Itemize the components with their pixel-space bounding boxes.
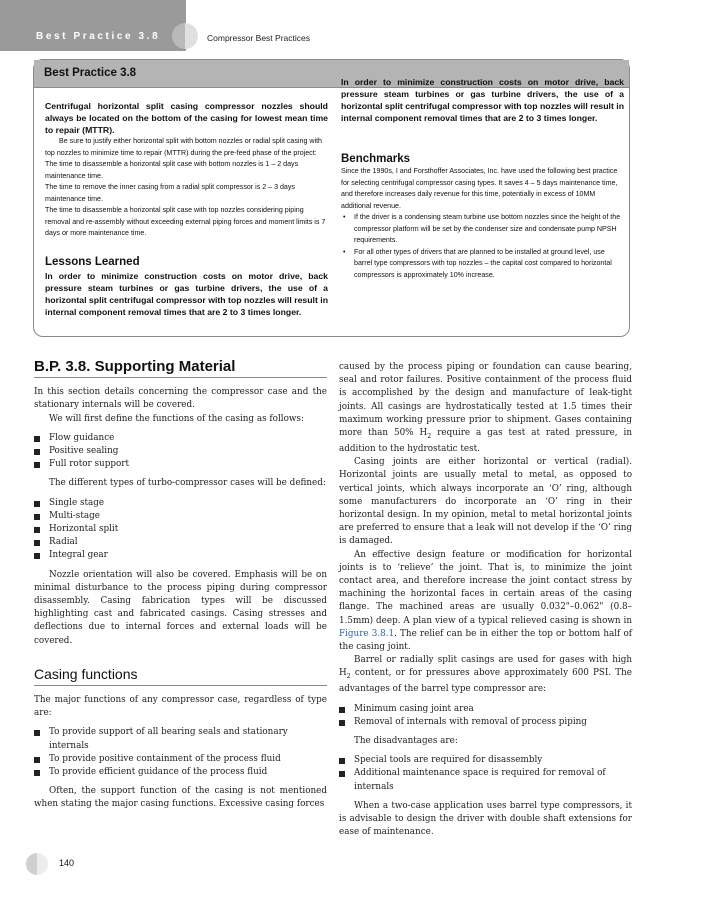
list-item: Minimum casing joint area [339,703,632,716]
section-heading: B.P. 3.8. Supporting Material [34,360,327,378]
left-column [34,360,327,812]
list-item: Integral gear [34,549,327,562]
list-item: Multi-stage [34,510,327,523]
paragraph: We will first define the functions of the casing as follows: [49,413,304,424]
box-line: The time to remove the inner casing from a radial split compressor is 2 – 3 days maintenance time. [45,183,295,203]
disadvantages-list [339,754,632,794]
list-item: To provide efficient guidance of the process fluid [34,766,327,779]
list-item: Special tools are required for disassembly [339,754,632,767]
subsection-heading: Casing functions [34,668,327,686]
paragraph: An effective design feature or modification for horizontal joints is to ‘relieve’ the joint. That is, to minimize the joint contact area, and therefore increase the joint contact stress by machining the horizontal faces in certain areas of the casing flange. The machined areas are usually 0.032"–0.062" (0.8–1.5mm) deep. A plan view of a typical relieved casing is shown in Figure 3.8.1. The relief can be in either the top or bottom half of the casing joint. [339,549,632,653]
paragraph: In this section details concerning the compressor case and the stationary internals will be covered. [34,387,327,411]
lessons-heading: Lessons Learned [45,255,140,268]
box-lead: Centrifugal horizontal split casing compressor nozzles should always be located on the bottom of the casing for lowest mean time to repair (MTTR). [45,101,328,135]
header-band [0,0,186,51]
benchmarks-heading: Benchmarks [341,153,411,165]
paragraph: Casing joints are either horizontal or vertical (radial). Horizontal joints are usually metal to metal, as opposed to vertical joints, which always incorporate an ‘O’ ring, although some manufacturers do incorporate an ‘O’ ring in their horizontal design. In my opinion, metal to metal horizontal joints are preferred to ensure that a leak will not develop if the ‘O’ ring is damaged. [339,457,632,547]
list-item: To provide positive containment of the process fluid [34,753,327,766]
lessons-text: In order to minimize construction costs on motor drive, back pressure steam turbines or gas turbine drivers, the use of a horizontal split centrifugal compressor with top nozzles will result in internal component removal times that are 2 to 3 times longer. [45,270,328,317]
lessons-text-continued: In order to minimize construction costs on motor drive, back pressure steam turbines or gas turbine drivers, the use of a horizontal split centrifugal compressor with top nozzles will result in internal component removal times that are 2 to 3 times longer. [341,77,624,123]
benchmark-list [341,212,624,281]
list-item: Additional maintenance space is required for removal of internals [339,767,632,793]
box-left-column [45,100,328,317]
header-tab-circle [172,23,198,49]
section-label: Best Practice 3.8 [36,31,161,42]
list-item: • For all other types of drivers that are planned to be installed at ground level, use barrel type compressors with top nozzles – the capital cost compared to horizontal compressors is approximately 10% increase. [341,247,624,282]
list-item: Full rotor support [34,458,327,471]
list-item: • If the driver is a condensing steam turbine use bottom nozzles since the height of the compressor platform will be set by the condenser size and condensate pump NPSH requirements. [341,212,624,247]
benchmarks-text: Since the 1990s, I and Forsthoffer Associates, Inc. have used the following best practice for selecting centrifugal compressor casing types. It saves 4 – 5 days maintenance time, and therefore increases daily revenue for this time, potentially in excess of 10MM additional revenue. [341,167,618,210]
footer-tab-circle [26,853,48,875]
box-justify-intro: Be sure to justify either horizontal split with bottom nozzles or radial split casing with top nozzles to minimize time to repair (MTTR) during the pre-feed phase of the project: [45,137,322,157]
paragraph: caused by the process piping or foundation can cause bearing, seal and rotor failures. Positive containment of the process fluid is accomplished by the design and manufacture of leak-tight joints. All casings are hydrostatically tested at 1.5 times their maximum working pressure prior to shipment. Gases containing more than 50% $H_2$ require a gas test at rated pressure, in addition to the hydrostatic test. [339,362,632,454]
list-item: Positive sealing [34,445,327,458]
paragraph: When a two-case application uses barrel type compressors, it is advisable to design the driver with double shaft extensions for ease of maintenance. [339,800,632,838]
box-line: The time to disassemble a horizontal split case with bottom nozzles is 1 – 2 days maintenance time. [45,160,299,180]
advantages-list [339,703,632,729]
paragraph: The major functions of any compressor case, regardless of type are: [34,695,327,719]
page-number: 140 [59,858,75,868]
best-practice-box [33,59,630,337]
list-item: Radial [34,536,327,549]
paragraph: Often, the support function of the casing is not mentioned when stating the major casing functions. Excessive casing forces [34,786,327,810]
paragraph: Nozzle orientation will also be covered. Emphasis will be on minimal disturbance to the process piping during compressor disassembly. Casing fabrication types will be discussed highlighting cast and fabricated casings. Casing stresses and deflections due to internal forces and external loads will be covered. [34,569,327,646]
major-functions-list [34,726,327,779]
list-item: Single stage [34,497,327,510]
types-list [34,497,327,563]
book-title: Compressor Best Practices [207,33,310,43]
figure-link[interactable]: Figure 3.8.1 [339,628,395,639]
box-title: Best Practice 3.8 [44,67,137,79]
paragraph: The disadvantages are: [354,735,458,746]
right-column [339,361,632,839]
paragraph: Barrel or radially split casings are used for gases with high $H_2$ content, or for pressures above approximately 600 PSI. The advantages of the barrel type compressor are: [339,655,632,695]
box-right-column [341,77,624,281]
list-item: To provide support of all bearing seals and stationary internals [34,726,327,752]
paragraph: The different types of turbo-compressor cases will be defined: [49,478,326,489]
functions-list [34,432,327,472]
list-item: Flow guidance [34,432,327,445]
list-item: Horizontal split [34,523,327,536]
box-line: The time to disassemble a horizontal split case with top nozzles considering piping removal and re-assembly without exceeding external piping forces and moment limits is 7 days or more maintenance time. [45,206,326,237]
list-item: Removal of internals with removal of process piping [339,716,632,729]
